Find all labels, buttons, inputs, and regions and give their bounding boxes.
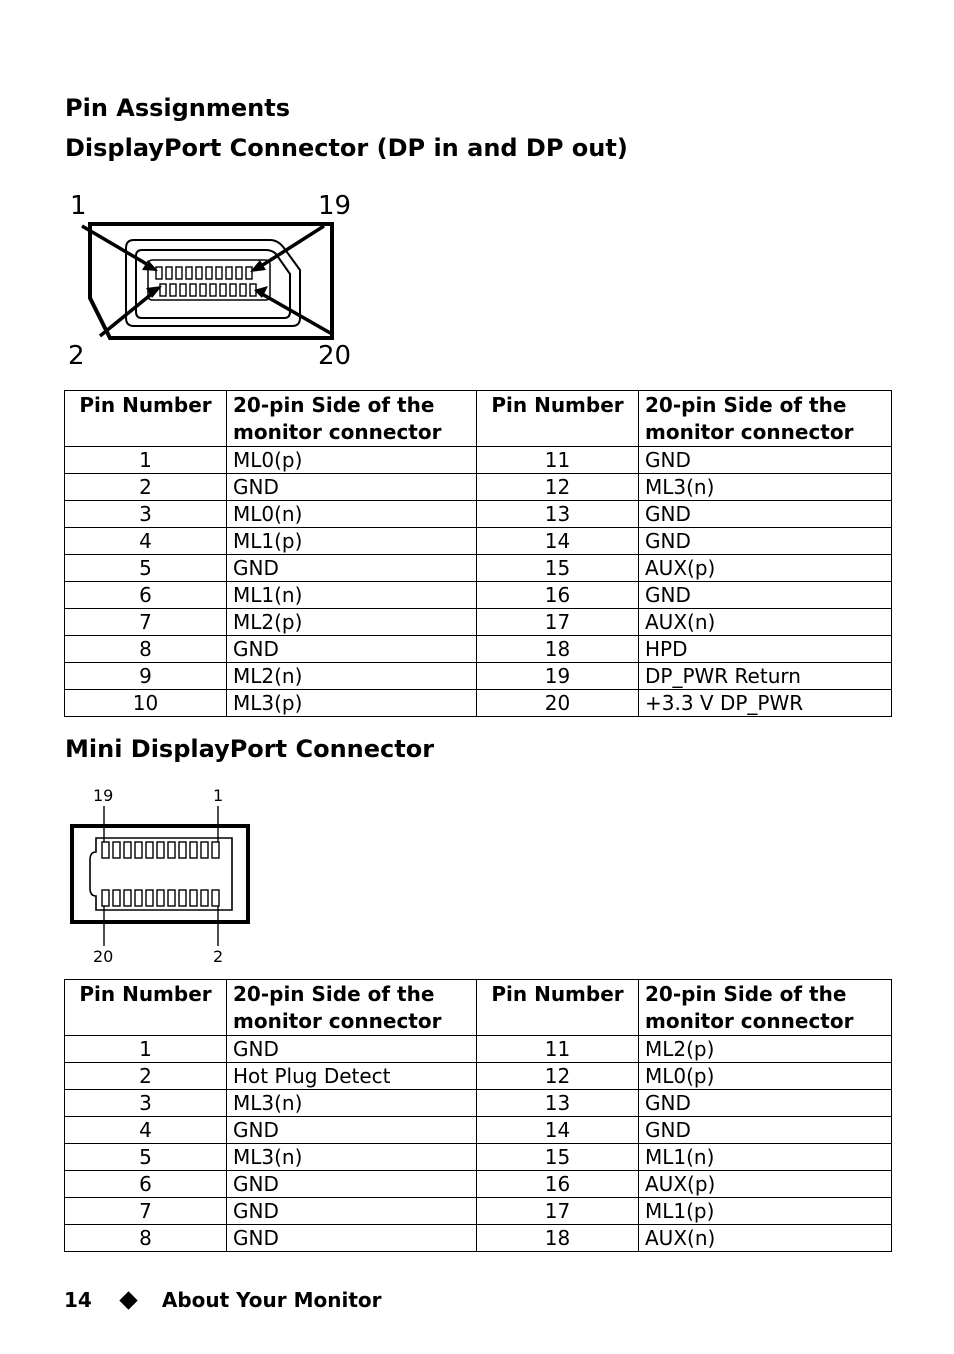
pin-number-cell: 1	[65, 447, 227, 474]
signal-cell: AUX(n)	[639, 609, 892, 636]
table-header-row	[65, 980, 892, 1036]
footer-title: About Your Monitor	[161, 1288, 382, 1312]
page-footer	[64, 1288, 382, 1312]
signal-cell: AUX(p)	[639, 555, 892, 582]
pin-number-cell: 19	[477, 663, 639, 690]
table-row	[65, 1117, 892, 1144]
pin-number-cell: 16	[477, 1171, 639, 1198]
table-row	[65, 501, 892, 528]
signal-cell: ML3(n)	[227, 1144, 477, 1171]
pin-number-cell: 13	[477, 501, 639, 528]
signal-cell: ML3(n)	[227, 1090, 477, 1117]
pin-number-cell: 2	[65, 474, 227, 501]
pin-number-cell: 5	[65, 1144, 227, 1171]
diamond-icon	[119, 1291, 137, 1309]
signal-cell: ML2(p)	[227, 609, 477, 636]
mini-dp-pin-table	[64, 979, 892, 1252]
pin-number-cell: 18	[477, 1225, 639, 1252]
pin-number-cell: 4	[65, 1117, 227, 1144]
page-number: 14	[64, 1288, 92, 1312]
signal-cell: GND	[227, 636, 477, 663]
pin-number-cell: 4	[65, 528, 227, 555]
table-header-row	[65, 391, 892, 447]
pin-number-cell: 1	[65, 1036, 227, 1063]
signal-cell: ML1(p)	[227, 528, 477, 555]
signal-cell: GND	[227, 1117, 477, 1144]
pin-number-cell: 15	[477, 1144, 639, 1171]
mdp-label-pin20: 20	[93, 947, 114, 966]
table-row	[65, 582, 892, 609]
signal-cell: ML1(p)	[639, 1198, 892, 1225]
signal-cell: GND	[227, 474, 477, 501]
pin-number-cell: 8	[65, 1225, 227, 1252]
table-row	[65, 474, 892, 501]
pin-number-cell: 11	[477, 1036, 639, 1063]
mdp-label-pin1: 1	[213, 786, 224, 805]
mini-dp-connector-diagram	[62, 784, 262, 968]
signal-cell: GND	[227, 1036, 477, 1063]
dp-label-pin2: 2	[68, 341, 85, 371]
table-row	[65, 1036, 892, 1063]
signal-cell: GND	[639, 1090, 892, 1117]
pin-number-cell: 12	[477, 474, 639, 501]
table-row	[65, 1198, 892, 1225]
signal-cell: GND	[639, 447, 892, 474]
signal-cell: ML2(n)	[227, 663, 477, 690]
signal-cell: ML2(p)	[639, 1036, 892, 1063]
signal-cell: AUX(p)	[639, 1171, 892, 1198]
table-row	[65, 555, 892, 582]
header-pin-side: 20-pin Side of the monitor connector	[227, 980, 477, 1036]
signal-cell: ML0(p)	[227, 447, 477, 474]
pin-number-cell: 20	[477, 690, 639, 717]
mini-dp-connector-heading: Mini DisplayPort Connector	[65, 735, 435, 763]
signal-cell: Hot Plug Detect	[227, 1063, 477, 1090]
pin-number-cell: 13	[477, 1090, 639, 1117]
header-pin-number: Pin Number	[477, 391, 639, 447]
signal-cell: GND	[227, 1171, 477, 1198]
signal-cell: GND	[227, 1225, 477, 1252]
signal-cell: GND	[639, 1117, 892, 1144]
signal-cell: AUX(n)	[639, 1225, 892, 1252]
pin-number-cell: 15	[477, 555, 639, 582]
pin-number-cell: 3	[65, 501, 227, 528]
mdp-label-pin19: 19	[93, 786, 114, 805]
pin-number-cell: 16	[477, 582, 639, 609]
mdp-label-pin2: 2	[213, 947, 224, 966]
pin-number-cell: 10	[65, 690, 227, 717]
pin-number-cell: 7	[65, 609, 227, 636]
table-row	[65, 1171, 892, 1198]
header-pin-side: 20-pin Side of the monitor connector	[639, 391, 892, 447]
table-row	[65, 447, 892, 474]
signal-cell: ML1(n)	[227, 582, 477, 609]
header-pin-number: Pin Number	[477, 980, 639, 1036]
signal-cell: ML3(n)	[639, 474, 892, 501]
pin-number-cell: 12	[477, 1063, 639, 1090]
pin-number-cell: 3	[65, 1090, 227, 1117]
signal-cell: HPD	[639, 636, 892, 663]
signal-cell: +3.3 V DP_PWR	[639, 690, 892, 717]
pin-number-cell: 14	[477, 528, 639, 555]
signal-cell: GND	[639, 501, 892, 528]
table-row	[65, 636, 892, 663]
pin-number-cell: 14	[477, 1117, 639, 1144]
dp-pin-table	[64, 390, 892, 717]
pin-number-cell: 9	[65, 663, 227, 690]
pin-number-cell: 18	[477, 636, 639, 663]
table-row	[65, 690, 892, 717]
table-row	[65, 1063, 892, 1090]
dp-connector-heading: DisplayPort Connector (DP in and DP out)	[65, 134, 628, 162]
pin-number-cell: 17	[477, 609, 639, 636]
signal-cell: GND	[639, 582, 892, 609]
header-pin-side: 20-pin Side of the monitor connector	[639, 980, 892, 1036]
table-row	[65, 609, 892, 636]
pin-number-cell: 7	[65, 1198, 227, 1225]
pin-number-cell: 6	[65, 1171, 227, 1198]
table-row	[65, 528, 892, 555]
table-row	[65, 1090, 892, 1117]
signal-cell: GND	[227, 1198, 477, 1225]
table-row	[65, 663, 892, 690]
pin-number-cell: 17	[477, 1198, 639, 1225]
signal-cell: ML1(n)	[639, 1144, 892, 1171]
signal-cell: ML0(p)	[639, 1063, 892, 1090]
table-row	[65, 1144, 892, 1171]
signal-cell: DP_PWR Return	[639, 663, 892, 690]
header-pin-side: 20-pin Side of the monitor connector	[227, 391, 477, 447]
pin-number-cell: 6	[65, 582, 227, 609]
header-pin-number: Pin Number	[65, 391, 227, 447]
signal-cell: GND	[639, 528, 892, 555]
signal-cell: GND	[227, 555, 477, 582]
table-row	[65, 1225, 892, 1252]
signal-cell: ML0(n)	[227, 501, 477, 528]
pin-number-cell: 5	[65, 555, 227, 582]
signal-cell: ML3(p)	[227, 690, 477, 717]
dp-label-pin1: 1	[70, 191, 87, 221]
pin-number-cell: 11	[477, 447, 639, 474]
header-pin-number: Pin Number	[65, 980, 227, 1036]
pin-number-cell: 2	[65, 1063, 227, 1090]
dp-label-pin20: 20	[318, 341, 352, 371]
section-heading: Pin Assignments	[65, 94, 291, 122]
pin-number-cell: 8	[65, 636, 227, 663]
dp-label-pin19: 19	[318, 191, 352, 221]
dp-connector-diagram	[62, 186, 362, 372]
